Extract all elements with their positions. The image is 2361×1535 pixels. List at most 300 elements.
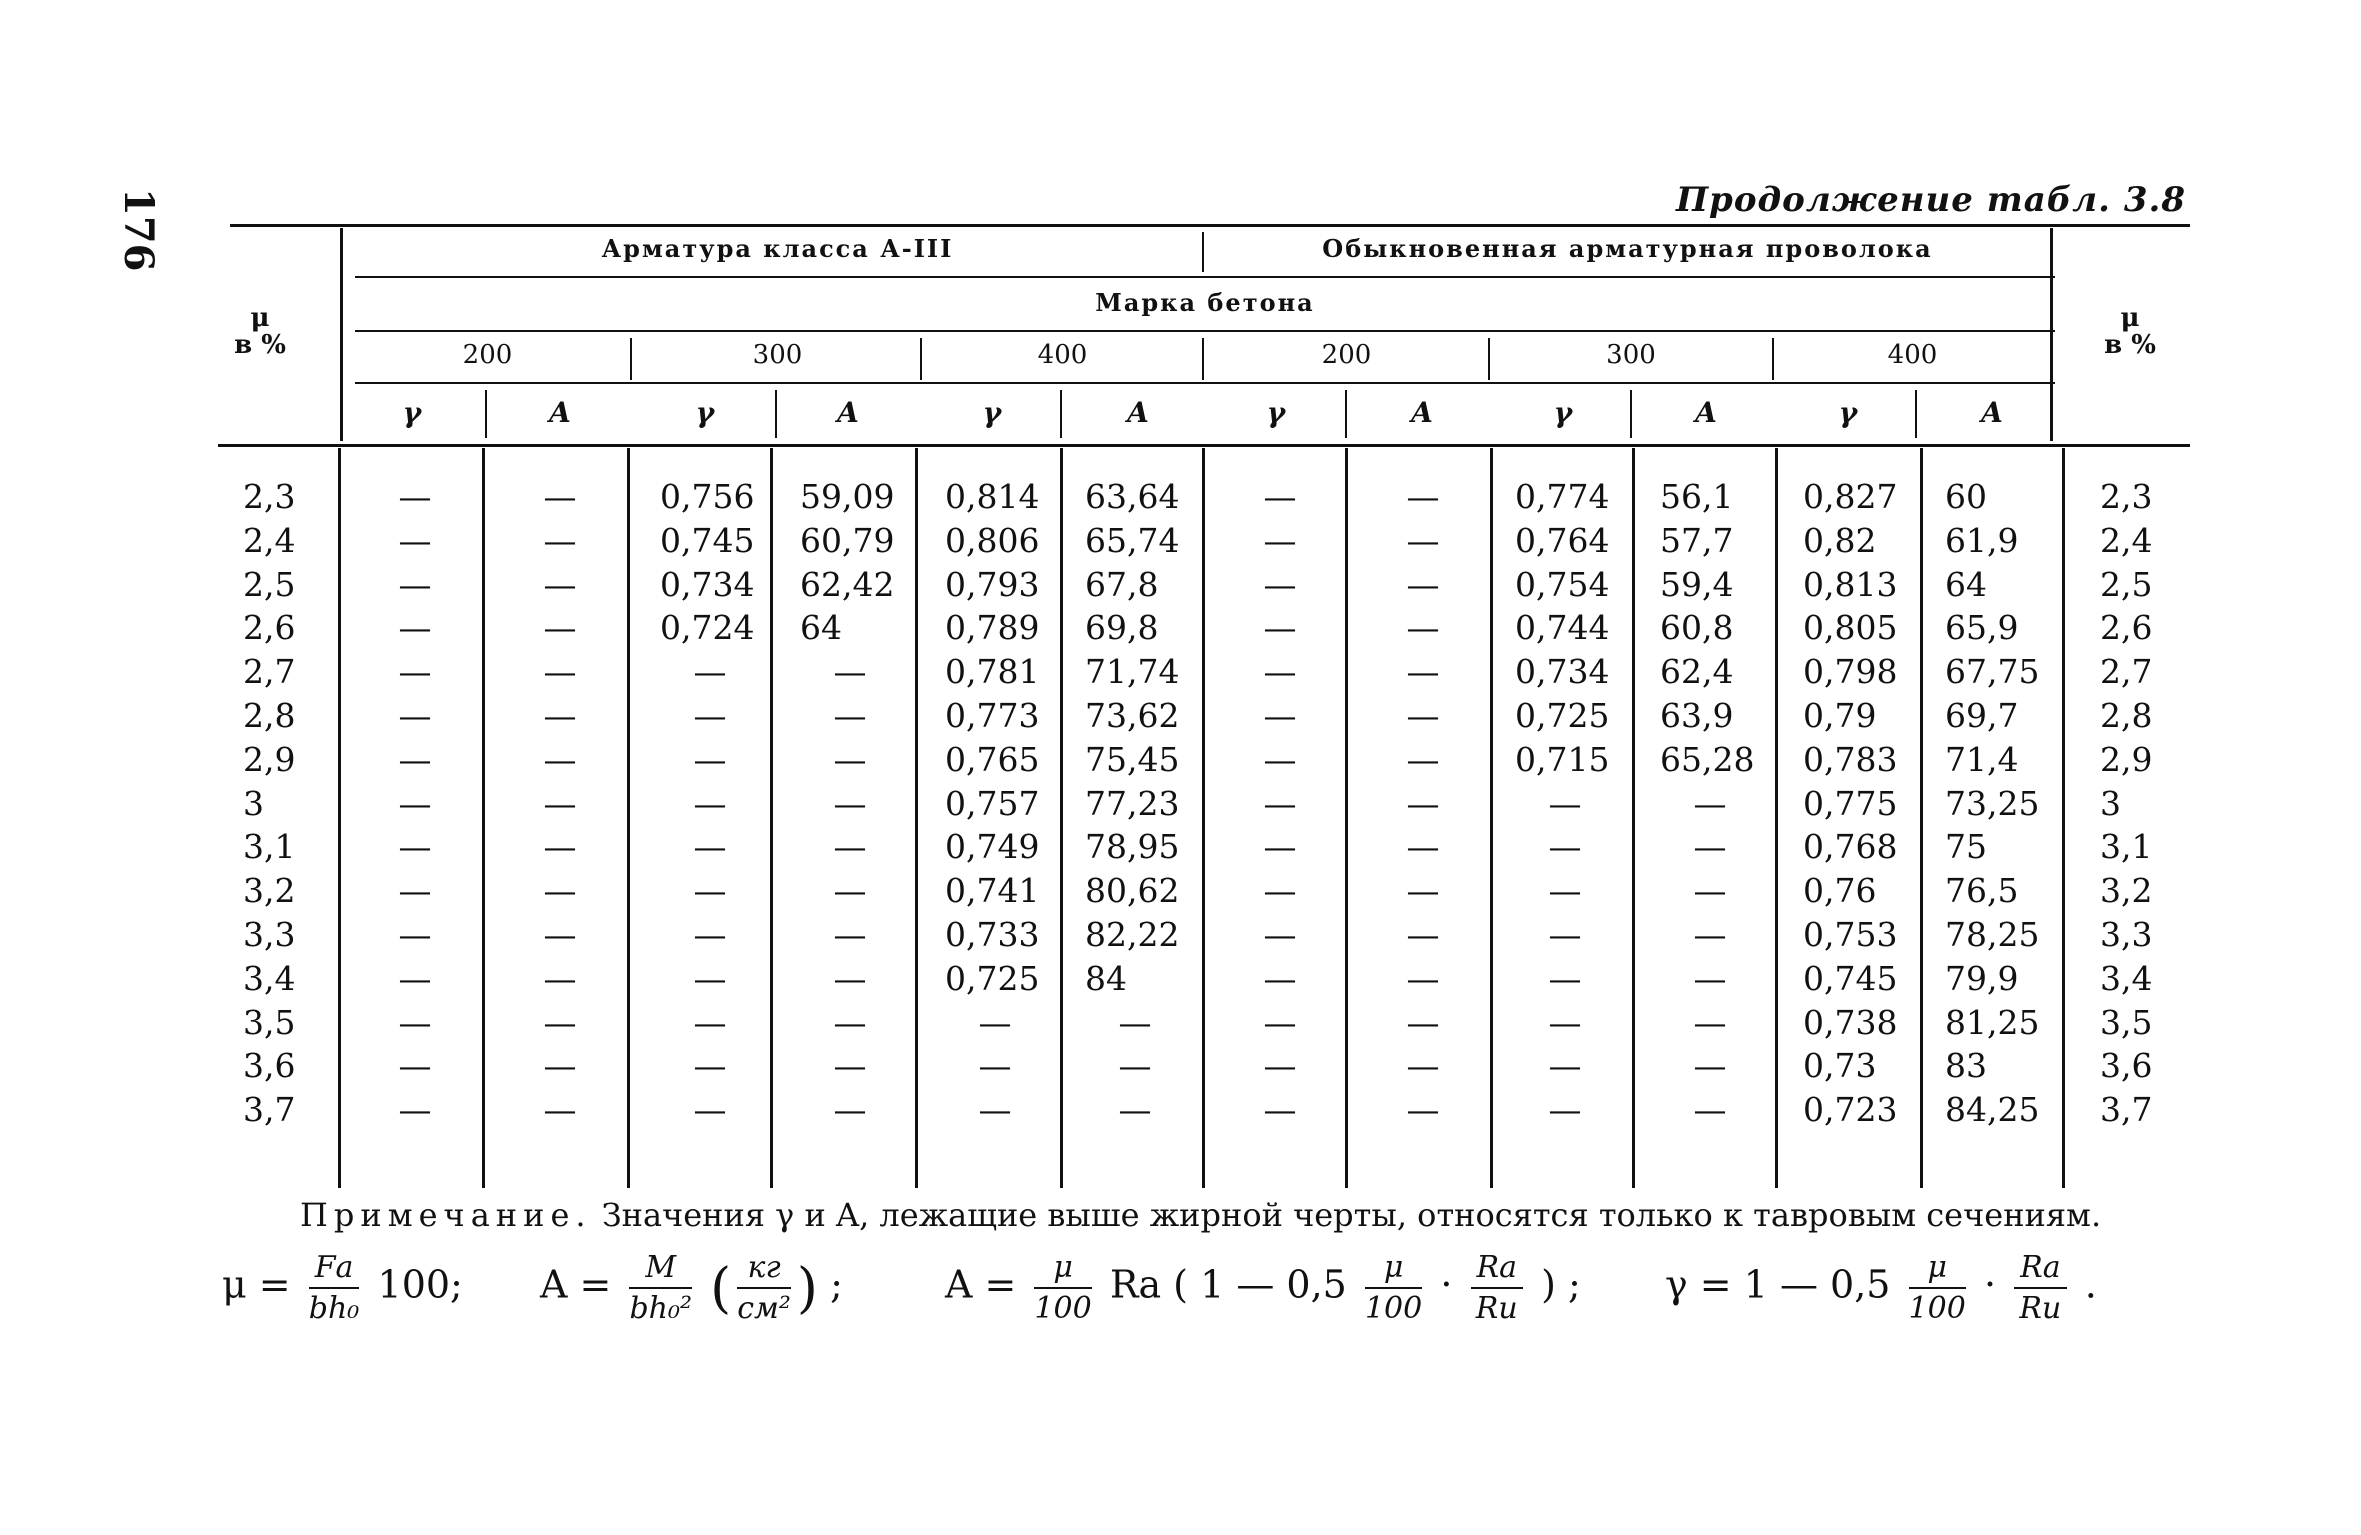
table-cell: 2,5 bbox=[243, 564, 296, 604]
formula-a-mu bbox=[945, 1250, 1581, 1326]
table-cell: — bbox=[543, 520, 577, 560]
table-cell: 0,789 bbox=[945, 608, 1040, 648]
table-cell: — bbox=[398, 608, 432, 648]
table-cell: — bbox=[1548, 958, 1582, 998]
table-cell: 69,8 bbox=[1085, 608, 1159, 648]
table-cell: — bbox=[978, 1046, 1012, 1086]
table-row bbox=[0, 475, 2361, 519]
table-cell: — bbox=[1693, 1090, 1727, 1130]
table-cell: 0,79 bbox=[1803, 695, 1877, 735]
table-cell: — bbox=[1263, 871, 1297, 911]
table-cell: 3,4 bbox=[243, 958, 296, 998]
header-left-border bbox=[340, 228, 343, 441]
table-cell: 3,6 bbox=[243, 1046, 296, 1086]
table-cell: 84,25 bbox=[1945, 1090, 2040, 1130]
table-cell: 0,725 bbox=[1515, 695, 1610, 735]
table-cell: 73,25 bbox=[1945, 783, 2040, 823]
table-cell: 0,745 bbox=[660, 520, 755, 560]
table-cell: 0,73 bbox=[1803, 1046, 1877, 1086]
table-cell: 62,4 bbox=[1660, 652, 1734, 692]
formula-a-unit-num: кг bbox=[737, 1250, 791, 1289]
mu-label-right: μ в % bbox=[2104, 303, 2156, 361]
formula-g-lhs: γ = 1 — 0,5 bbox=[1665, 1262, 1891, 1307]
table-cell: 0,757 bbox=[945, 783, 1040, 823]
table-cell: — bbox=[543, 695, 577, 735]
table-cell: 0,82 bbox=[1803, 520, 1877, 560]
sym-divider-6 bbox=[1915, 390, 1917, 438]
table-cell: — bbox=[1406, 477, 1440, 516]
table-row bbox=[0, 869, 2361, 913]
table-cell: — bbox=[693, 914, 727, 954]
table-cell: — bbox=[1118, 1090, 1152, 1130]
table-cell: — bbox=[693, 1090, 727, 1130]
table-cell: — bbox=[1693, 914, 1727, 954]
formula-a2-num2: μ bbox=[1365, 1250, 1422, 1289]
table-cell: 0,725 bbox=[945, 958, 1040, 998]
table-cell: — bbox=[1406, 695, 1440, 735]
grade-a3-200: 200 bbox=[462, 340, 513, 370]
grade-a3-300: 300 bbox=[752, 340, 803, 370]
note-text: Значения γ и A, лежащие выше жирной черты, относятся только к тавровым сечениям. bbox=[601, 1196, 2102, 1234]
table-cell: 2,6 bbox=[243, 608, 296, 648]
table-cell: 3,1 bbox=[243, 827, 296, 867]
formula-a-num: M bbox=[629, 1250, 692, 1289]
table-cell: 61,9 bbox=[1945, 520, 2019, 560]
table-cell: 0,724 bbox=[660, 608, 755, 648]
formula-g-num2: Rа bbox=[2014, 1250, 2066, 1289]
table-cell: — bbox=[1263, 827, 1297, 867]
formula-a-fraction bbox=[629, 1250, 692, 1326]
table-cell: — bbox=[1118, 1046, 1152, 1086]
table-cell: — bbox=[398, 827, 432, 867]
table-cell: — bbox=[1548, 1002, 1582, 1042]
table-cell: 0,765 bbox=[945, 739, 1040, 779]
table-cell: — bbox=[398, 739, 432, 779]
formula-g-frac1 bbox=[1909, 1250, 1966, 1326]
grade-number-rule bbox=[355, 382, 2055, 384]
sym-divider-4 bbox=[1345, 390, 1347, 438]
table-cell: 60,8 bbox=[1660, 608, 1734, 648]
table-cell: 3,6 bbox=[2100, 1046, 2153, 1086]
table-cell: — bbox=[1406, 783, 1440, 823]
mu-label-left: μ в % bbox=[234, 303, 286, 361]
table-cell: — bbox=[693, 1002, 727, 1042]
table-cell: 0,723 bbox=[1803, 1090, 1898, 1130]
table-cell: — bbox=[1548, 783, 1582, 823]
table-cell: — bbox=[1693, 871, 1727, 911]
header-gamma: γ bbox=[1838, 396, 1858, 429]
table-cell: 0,744 bbox=[1515, 608, 1610, 648]
table-cell: 67,75 bbox=[1945, 652, 2040, 692]
table-cell: 64 bbox=[1945, 564, 1987, 604]
header-a: A bbox=[1127, 396, 1149, 429]
grade-divider-5 bbox=[1772, 338, 1774, 380]
table-cell: — bbox=[833, 827, 867, 867]
table-cell: 71,4 bbox=[1945, 739, 2019, 779]
grade-divider-2 bbox=[920, 338, 922, 380]
table-cell: 0,774 bbox=[1515, 477, 1610, 516]
table-cell: 60 bbox=[1945, 477, 1987, 516]
table-cell: 0,764 bbox=[1515, 520, 1610, 560]
table-cell: — bbox=[833, 1090, 867, 1130]
table-cell: — bbox=[1118, 1002, 1152, 1042]
header-gamma: γ bbox=[1553, 396, 1573, 429]
table-cell: 63,9 bbox=[1660, 695, 1734, 735]
table-cell: — bbox=[1548, 914, 1582, 954]
paren-open: ( bbox=[710, 1256, 732, 1320]
table-row bbox=[0, 1044, 2361, 1088]
table-cell: 78,95 bbox=[1085, 827, 1180, 867]
formula-a2-den1: 100 bbox=[1034, 1291, 1092, 1326]
paren-close: ) bbox=[796, 1256, 818, 1320]
formula-a-moment bbox=[540, 1250, 843, 1326]
table-cell: 77,23 bbox=[1085, 783, 1180, 823]
table-cell: 59,4 bbox=[1660, 564, 1734, 604]
table-cell: — bbox=[1406, 520, 1440, 560]
formula-a2-frac1 bbox=[1034, 1250, 1091, 1326]
table-cell: 59,09 bbox=[800, 477, 895, 516]
table-cell: 0,753 bbox=[1803, 914, 1898, 954]
table-cell: — bbox=[398, 1046, 432, 1086]
table-cell: — bbox=[693, 783, 727, 823]
table-cell: 65,74 bbox=[1085, 520, 1180, 560]
table-cell: — bbox=[1263, 608, 1297, 648]
table-cell: 0,741 bbox=[945, 871, 1040, 911]
header-bottom-rule bbox=[218, 444, 2190, 447]
table-cell: — bbox=[1263, 914, 1297, 954]
table-cell: — bbox=[1406, 739, 1440, 779]
header-a: A bbox=[837, 396, 859, 429]
table-cell: — bbox=[398, 1090, 432, 1130]
header-a: A bbox=[1411, 396, 1433, 429]
formula-g-frac2 bbox=[2014, 1250, 2066, 1326]
table-cell: 63,64 bbox=[1085, 477, 1180, 516]
table-cell: 3 bbox=[243, 783, 264, 823]
table-cell: 83 bbox=[1945, 1046, 1987, 1086]
formula-g-den1: 100 bbox=[1908, 1291, 1966, 1326]
grade-a3-400: 400 bbox=[1037, 340, 1088, 370]
table-cell: — bbox=[833, 783, 867, 823]
table-cell: 0,768 bbox=[1803, 827, 1898, 867]
formula-a2-den2: 100 bbox=[1364, 1291, 1423, 1326]
table-cell: — bbox=[1263, 783, 1297, 823]
table-cell: 3 bbox=[2100, 783, 2121, 823]
table-cell: — bbox=[398, 695, 432, 735]
table-cell: — bbox=[1693, 1002, 1727, 1042]
table-cell: 64 bbox=[800, 608, 842, 648]
table-cell: — bbox=[543, 783, 577, 823]
table-cell: 0,798 bbox=[1803, 652, 1898, 692]
formula-mu bbox=[222, 1250, 463, 1326]
table-cell: 69,7 bbox=[1945, 695, 2019, 735]
top-rule bbox=[230, 224, 2190, 227]
table-cell: 71,74 bbox=[1085, 652, 1180, 692]
table-cell: — bbox=[398, 783, 432, 823]
table-cell: — bbox=[1406, 958, 1440, 998]
table-cell: — bbox=[398, 871, 432, 911]
table-cell: — bbox=[1406, 914, 1440, 954]
table-row bbox=[0, 694, 2361, 738]
table-cell: — bbox=[1263, 564, 1297, 604]
table-cell: — bbox=[693, 739, 727, 779]
table-cell: 0,734 bbox=[1515, 652, 1610, 692]
sym-divider-1 bbox=[485, 390, 487, 438]
table-cell: 75,45 bbox=[1085, 739, 1180, 779]
table-cell: — bbox=[1548, 827, 1582, 867]
formula-a-lhs: A = bbox=[540, 1262, 612, 1307]
table-cell: 0,749 bbox=[945, 827, 1040, 867]
table-cell: — bbox=[543, 914, 577, 954]
table-cell: 3,5 bbox=[2100, 1002, 2153, 1042]
formula-mu-tail: 100; bbox=[377, 1262, 463, 1307]
table-cell: — bbox=[1406, 1046, 1440, 1086]
table-cell: 3,1 bbox=[2100, 827, 2153, 867]
group-header-a3: Арматура класса А-III bbox=[601, 234, 954, 263]
table-cell: 73,62 bbox=[1085, 695, 1180, 735]
table-cell: 2,9 bbox=[2100, 739, 2153, 779]
header-gamma: γ bbox=[402, 396, 422, 429]
formula-g-tail: . bbox=[2084, 1262, 2097, 1307]
table-cell: — bbox=[398, 958, 432, 998]
table-cell: — bbox=[1406, 608, 1440, 648]
grade-wire-200: 200 bbox=[1321, 340, 1372, 370]
header-gamma: γ bbox=[695, 396, 715, 429]
formula-mu-fraction bbox=[309, 1250, 360, 1326]
table-cell: — bbox=[1263, 958, 1297, 998]
table-cell: — bbox=[1548, 1090, 1582, 1130]
table-cell: — bbox=[543, 1002, 577, 1042]
table-cell: 0,813 bbox=[1803, 564, 1898, 604]
table-cell: 80,62 bbox=[1085, 871, 1180, 911]
table-cell: — bbox=[398, 564, 432, 604]
table-cell: — bbox=[543, 739, 577, 779]
table-cell: 0,773 bbox=[945, 695, 1040, 735]
grade-divider-1 bbox=[630, 338, 632, 380]
table-cell: — bbox=[693, 1046, 727, 1086]
table-cell: 2,8 bbox=[243, 695, 296, 735]
table-cell: — bbox=[833, 1046, 867, 1086]
grade-divider-3 bbox=[1202, 338, 1204, 380]
table-cell: — bbox=[693, 871, 727, 911]
table-cell: 62,42 bbox=[800, 564, 895, 604]
table-cell: — bbox=[833, 739, 867, 779]
table-row bbox=[0, 957, 2361, 1001]
group-rule bbox=[355, 276, 2055, 278]
table-cell: — bbox=[1406, 1090, 1440, 1130]
table-caption: Продолжение табл. 3.8 bbox=[1675, 180, 2186, 220]
table-cell: 0,76 bbox=[1803, 871, 1877, 911]
header-a: A bbox=[549, 396, 571, 429]
table-cell: — bbox=[543, 1046, 577, 1086]
table-cell: — bbox=[833, 914, 867, 954]
table-cell: 0,806 bbox=[945, 520, 1040, 560]
table-body bbox=[0, 475, 2361, 1132]
table-cell: 84 bbox=[1085, 958, 1127, 998]
table-cell: 2,6 bbox=[2100, 608, 2153, 648]
formula-mu-num: Fа bbox=[309, 1250, 360, 1289]
table-cell: — bbox=[1263, 1002, 1297, 1042]
formula-a2-frac2 bbox=[1365, 1250, 1422, 1326]
formula-a-den: bh₀² bbox=[629, 1291, 693, 1326]
table-cell: 65,28 bbox=[1660, 739, 1755, 779]
table-cell: — bbox=[1548, 871, 1582, 911]
table-cell: 0,734 bbox=[660, 564, 755, 604]
table-cell: — bbox=[1406, 652, 1440, 692]
table-cell: — bbox=[1693, 783, 1727, 823]
table-note bbox=[300, 1196, 2101, 1234]
header-gamma: γ bbox=[1266, 396, 1286, 429]
table-row bbox=[0, 606, 2361, 650]
formula-a2-frac3 bbox=[1471, 1250, 1523, 1326]
table-row bbox=[0, 782, 2361, 826]
table-cell: 76,5 bbox=[1945, 871, 2019, 911]
table-row bbox=[0, 650, 2361, 694]
header-right-border bbox=[2050, 228, 2053, 441]
table-cell: 2,3 bbox=[243, 477, 296, 516]
table-cell: — bbox=[398, 477, 432, 516]
table-cell: — bbox=[693, 695, 727, 735]
table-row bbox=[0, 1088, 2361, 1132]
table-cell: — bbox=[1406, 827, 1440, 867]
group-header-wire: Обыкновенная арматурная проволока bbox=[1322, 234, 1933, 263]
table-cell: 2,8 bbox=[2100, 695, 2153, 735]
page-number: 176 bbox=[115, 188, 162, 272]
table-cell: — bbox=[1406, 1002, 1440, 1042]
formula-mu-lhs: μ = bbox=[222, 1262, 291, 1307]
grade-wire-400: 400 bbox=[1887, 340, 1938, 370]
table-cell: — bbox=[543, 564, 577, 604]
table-cell: — bbox=[543, 871, 577, 911]
table-cell: — bbox=[833, 958, 867, 998]
table-cell: 2,5 bbox=[2100, 564, 2153, 604]
table-cell: — bbox=[693, 827, 727, 867]
table-cell: — bbox=[398, 652, 432, 692]
table-cell: 0,827 bbox=[1803, 477, 1898, 516]
table-row bbox=[0, 563, 2361, 607]
formula-g-num1: μ bbox=[1909, 1250, 1966, 1289]
table-cell: — bbox=[543, 477, 577, 516]
table-row bbox=[0, 519, 2361, 563]
table-cell: — bbox=[543, 652, 577, 692]
formula-g-dot: · bbox=[1983, 1262, 1997, 1307]
table-cell: 3,7 bbox=[243, 1090, 296, 1130]
table-cell: 3,4 bbox=[2100, 958, 2153, 998]
formula-a2-mid: Rа ( 1 — 0,5 bbox=[1109, 1262, 1347, 1307]
table-cell: 0,715 bbox=[1515, 739, 1610, 779]
table-cell: — bbox=[693, 652, 727, 692]
concrete-grade-header: Марка бетона bbox=[1095, 288, 1315, 317]
table-cell: 3,2 bbox=[2100, 871, 2153, 911]
table-cell: 75 bbox=[1945, 827, 1987, 867]
table-cell: 3,3 bbox=[243, 914, 296, 954]
formula-a-unit bbox=[737, 1250, 791, 1326]
table-cell: 0,793 bbox=[945, 564, 1040, 604]
table-cell: 0,733 bbox=[945, 914, 1040, 954]
table-cell: — bbox=[398, 1002, 432, 1042]
table-cell: 0,814 bbox=[945, 477, 1040, 516]
table-cell: 79,9 bbox=[1945, 958, 2019, 998]
table-cell: 0,775 bbox=[1803, 783, 1898, 823]
table-cell: — bbox=[543, 827, 577, 867]
table-cell: — bbox=[1406, 871, 1440, 911]
table-row bbox=[0, 913, 2361, 957]
table-cell: — bbox=[1263, 652, 1297, 692]
table-cell: 2,4 bbox=[2100, 520, 2153, 560]
table-cell: 81,25 bbox=[1945, 1002, 2040, 1042]
sym-divider-3 bbox=[1060, 390, 1062, 438]
grade-rule bbox=[355, 330, 2055, 332]
table-cell: — bbox=[1693, 1046, 1727, 1086]
formula-a-unit-den: см² bbox=[737, 1291, 791, 1326]
group-divider bbox=[1202, 232, 1204, 272]
table-cell: 0,781 bbox=[945, 652, 1040, 692]
formula-a-tail: ; bbox=[830, 1262, 843, 1307]
table-cell: 0,738 bbox=[1803, 1002, 1898, 1042]
table-cell: 0,756 bbox=[660, 477, 755, 516]
table-cell: 3,2 bbox=[243, 871, 296, 911]
table-cell: 2,3 bbox=[2100, 477, 2153, 516]
table-cell: — bbox=[978, 1090, 1012, 1130]
table-row bbox=[0, 738, 2361, 782]
table-cell: — bbox=[398, 914, 432, 954]
table-cell: — bbox=[833, 695, 867, 735]
table-cell: 2,7 bbox=[2100, 652, 2153, 692]
table-cell: 3,7 bbox=[2100, 1090, 2153, 1130]
table-cell: — bbox=[1406, 564, 1440, 604]
table-cell: 65,9 bbox=[1945, 608, 2019, 648]
table-cell: — bbox=[1263, 520, 1297, 560]
table-cell: — bbox=[1548, 1046, 1582, 1086]
table-cell: 56,1 bbox=[1660, 477, 1734, 516]
note-label: Примечание. bbox=[300, 1196, 592, 1234]
sym-divider-5 bbox=[1630, 390, 1632, 438]
table-cell: — bbox=[693, 958, 727, 998]
table-cell: — bbox=[1263, 477, 1297, 516]
table-cell: 78,25 bbox=[1945, 914, 2040, 954]
formula-a2-den3: Rи bbox=[1475, 1291, 1518, 1326]
table-cell: 3,5 bbox=[243, 1002, 296, 1042]
table-cell: — bbox=[543, 958, 577, 998]
formula-a2-num1: μ bbox=[1034, 1250, 1091, 1289]
table-cell: — bbox=[1263, 739, 1297, 779]
sym-divider-2 bbox=[775, 390, 777, 438]
table-cell: — bbox=[543, 1090, 577, 1130]
table-cell: 0,745 bbox=[1803, 958, 1898, 998]
header-a: A bbox=[1981, 396, 2003, 429]
table-cell: — bbox=[978, 1002, 1012, 1042]
table-cell: 60,79 bbox=[800, 520, 895, 560]
table-row bbox=[0, 825, 2361, 869]
table-cell: 67,8 bbox=[1085, 564, 1159, 604]
table-cell: 2,7 bbox=[243, 652, 296, 692]
table-cell: — bbox=[1263, 695, 1297, 735]
grade-wire-300: 300 bbox=[1606, 340, 1656, 370]
table-cell: 82,22 bbox=[1085, 914, 1180, 954]
table-cell: 3,3 bbox=[2100, 914, 2153, 954]
table-cell: — bbox=[1263, 1046, 1297, 1086]
formula-a2-dot: · bbox=[1440, 1262, 1453, 1307]
formula-mu-den: bh₀ bbox=[308, 1291, 360, 1326]
formula-a2-tail: ) ; bbox=[1541, 1262, 1581, 1307]
formula-gamma bbox=[1665, 1250, 2097, 1326]
formula-a2-num3: Rа bbox=[1471, 1250, 1523, 1289]
table-cell: — bbox=[1693, 827, 1727, 867]
header-a: A bbox=[1695, 396, 1717, 429]
formula-g-den2: Rи bbox=[2019, 1291, 2062, 1326]
table-cell: 0,783 bbox=[1803, 739, 1898, 779]
table-cell: — bbox=[833, 652, 867, 692]
table-cell: 0,754 bbox=[1515, 564, 1610, 604]
